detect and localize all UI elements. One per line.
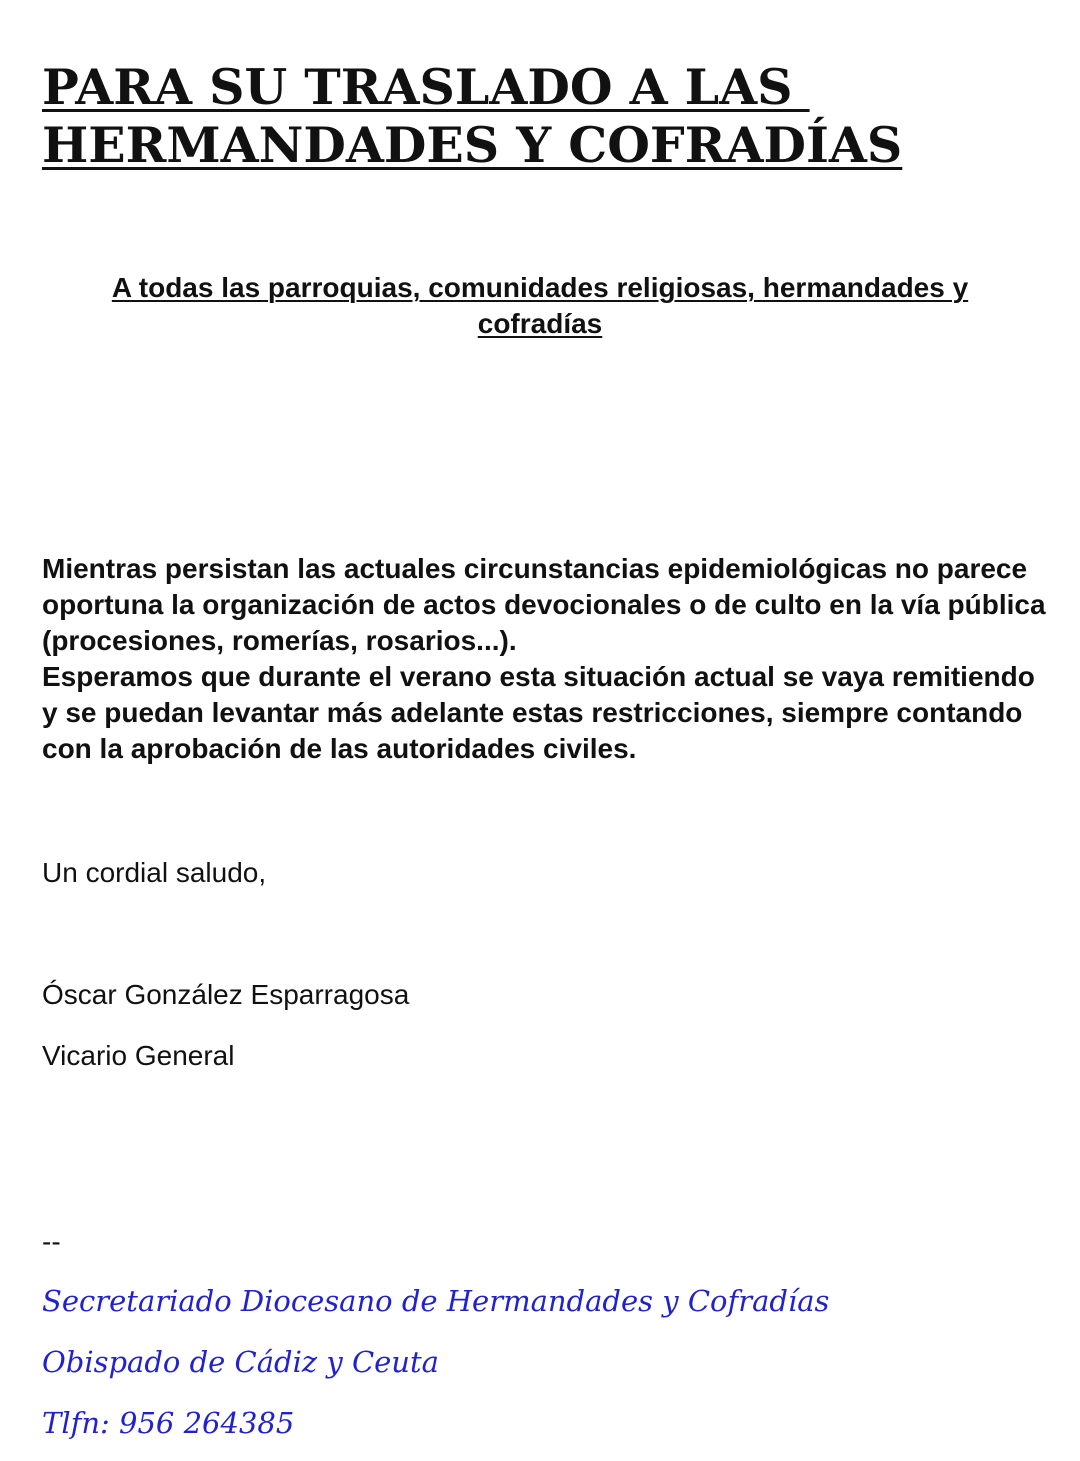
signature-separator: -- xyxy=(42,1226,61,1257)
footer-phone: Tlfn: 956 264385 xyxy=(42,1406,295,1440)
signer-role: Vicario General xyxy=(42,1040,235,1071)
body-paragraph-1: Mientras persistan las actuales circunstancias epidemiológicas no parece oportuna la organización de actos devocionales o de culto en la vía pública (procesiones, romerías, rosarios...). xyxy=(42,553,1046,656)
greeting: Un cordial saludo, xyxy=(42,857,267,888)
footer-diocese: Obispado de Cádiz y Ceuta xyxy=(42,1345,439,1379)
footer-organization: Secretariado Diocesano de Hermandades y Cofradías xyxy=(42,1284,830,1318)
addressee-line: A todas las parroquias, comunidades religiosas, hermandades y cofradías xyxy=(111,272,969,339)
signer-name: Óscar González Esparragosa xyxy=(42,979,410,1010)
document-title: PARA SU TRASLADO A LAS HERMANDADES Y COFRADÍAS xyxy=(42,58,903,174)
message-body xyxy=(42,551,1052,767)
body-paragraph-2: Esperamos que durante el verano esta situación actual se vaya remitiendo y se puedan levantar más adelante estas restricciones, siempre contando con la aprobación de las autoridades civiles. xyxy=(42,661,1035,764)
